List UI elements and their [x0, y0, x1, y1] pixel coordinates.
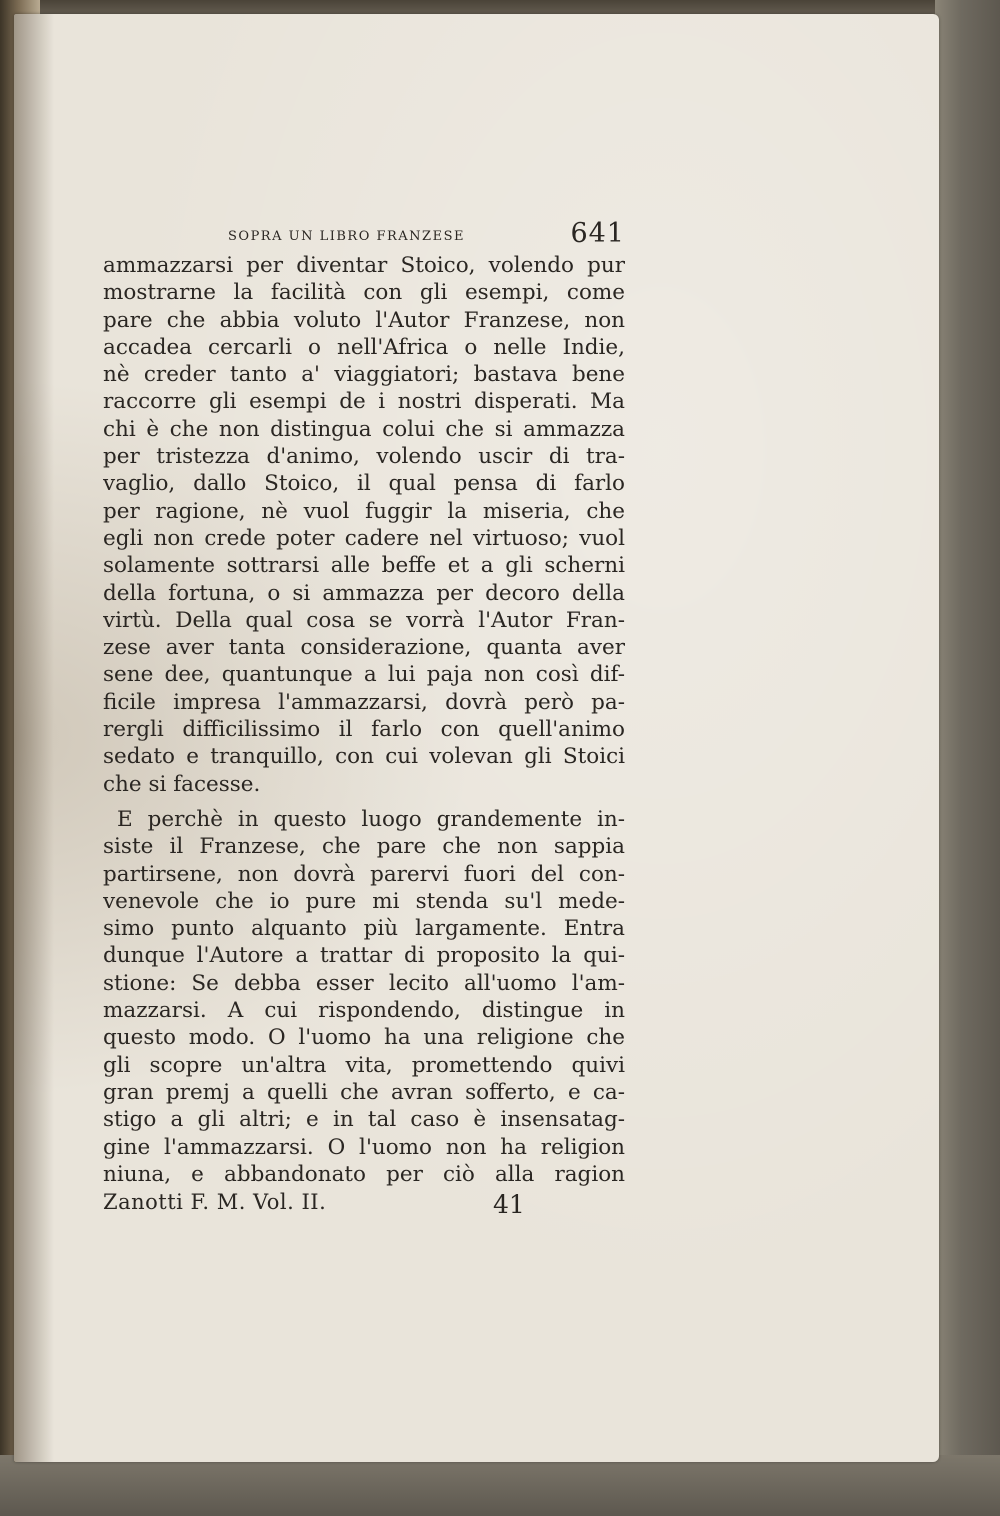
- text-line: vaglio, dallo Stoico, il qual pensa di farlo: [103, 471, 625, 497]
- page-number: 641: [570, 218, 625, 249]
- text-line: stione: Se debba esser lecito all'uomo l'am-: [103, 970, 625, 996]
- text-line: raccorre gli esempi de i nostri disperati. Ma: [103, 389, 625, 415]
- text-line: che si facesse.: [103, 771, 261, 797]
- text-line: virtù. Della qual cosa se vorrà l'Autor Fran-: [103, 607, 625, 633]
- sheet-number: 41: [493, 1190, 525, 1220]
- running-head: [103, 214, 625, 252]
- text-line: ammazzarsi per diventar Stoico, volendo pur: [103, 253, 625, 278]
- text-line: per ragione, nè vuol fuggir la miseria, che: [103, 498, 625, 524]
- text-line: E perchè in questo luogo grandemente in-: [117, 806, 625, 832]
- text-line: egli non crede poter cadere nel virtuoso; vuol: [103, 525, 625, 551]
- running-title: SOPRA UN LIBRO FRANZESE: [228, 229, 465, 244]
- text-line: della fortuna, o si ammazza per decoro della: [103, 580, 625, 606]
- text-line: zese aver tanta considerazione, quanta aver: [103, 635, 625, 661]
- text-block: [103, 214, 625, 1224]
- signature-mark: Zanotti F. M. Vol. II.: [103, 1190, 327, 1215]
- text-line: rergli difficilissimo il farlo con quell'animo: [103, 717, 625, 743]
- text-line: dunque l'Autore a trattar di proposito la qui-: [103, 943, 625, 969]
- text-line: sedato e tranquillo, con cui volevan gli Stoici: [103, 744, 625, 770]
- text-line: chi è che non distingua colui che si ammazza: [103, 416, 625, 442]
- text-line: mazzarsi. A cui rispondendo, distingue in: [103, 998, 625, 1024]
- text-line: stigo a gli altri; e in tal caso è insensatag-: [103, 1107, 625, 1133]
- text-line: sene dee, quantunque a lui paja non così dif-: [103, 662, 625, 688]
- text-line: gran premj a quelli che avran sofferto, e ca-: [103, 1079, 625, 1105]
- text-line: gine l'ammazzarsi. O l'uomo non ha religion: [103, 1134, 625, 1160]
- text-line: niuna, e abbandonato per ciò alla ragion: [103, 1161, 625, 1187]
- page-footer: [103, 1190, 625, 1224]
- text-line: accadea cercarli o nell'Africa o nelle Indie,: [103, 334, 625, 360]
- book-edge-bottom: [0, 1455, 1000, 1516]
- text-line: questo modo. O l'uomo ha una religione che: [103, 1025, 625, 1051]
- text-line: nè creder tanto a' viaggiatori; bastava bene: [103, 362, 625, 388]
- text-line: partirsene, non dovrà parervi fuori del con-: [103, 861, 625, 887]
- text-line: solamente sottrarsi alle beffe et a gli scherni: [103, 553, 625, 579]
- text-line: siste il Franzese, che pare che non sappia: [103, 834, 625, 860]
- book-edge-right: [935, 0, 1000, 1516]
- text-line: pare che abbia voluto l'Autor Franzese, non: [103, 307, 625, 333]
- text-line: ficile impresa l'ammazzarsi, dovrà però pa-: [103, 689, 625, 715]
- text-line: venevole che io pure mi stenda su'l mede-: [103, 888, 625, 914]
- text-line: gli scopre un'altra vita, promettendo quivi: [103, 1052, 625, 1078]
- text-line: per tristezza d'animo, volendo uscir di tra-: [103, 444, 625, 470]
- text-line: simo punto alquanto più largamente. Entra: [103, 916, 625, 942]
- text-line: mostrarne la facilità con gli esempi, come: [103, 280, 625, 306]
- paragraph-2: [103, 806, 625, 1188]
- paragraph-gap: [103, 798, 625, 806]
- paragraph-1: [103, 252, 625, 798]
- spine-shadow: [14, 14, 54, 1462]
